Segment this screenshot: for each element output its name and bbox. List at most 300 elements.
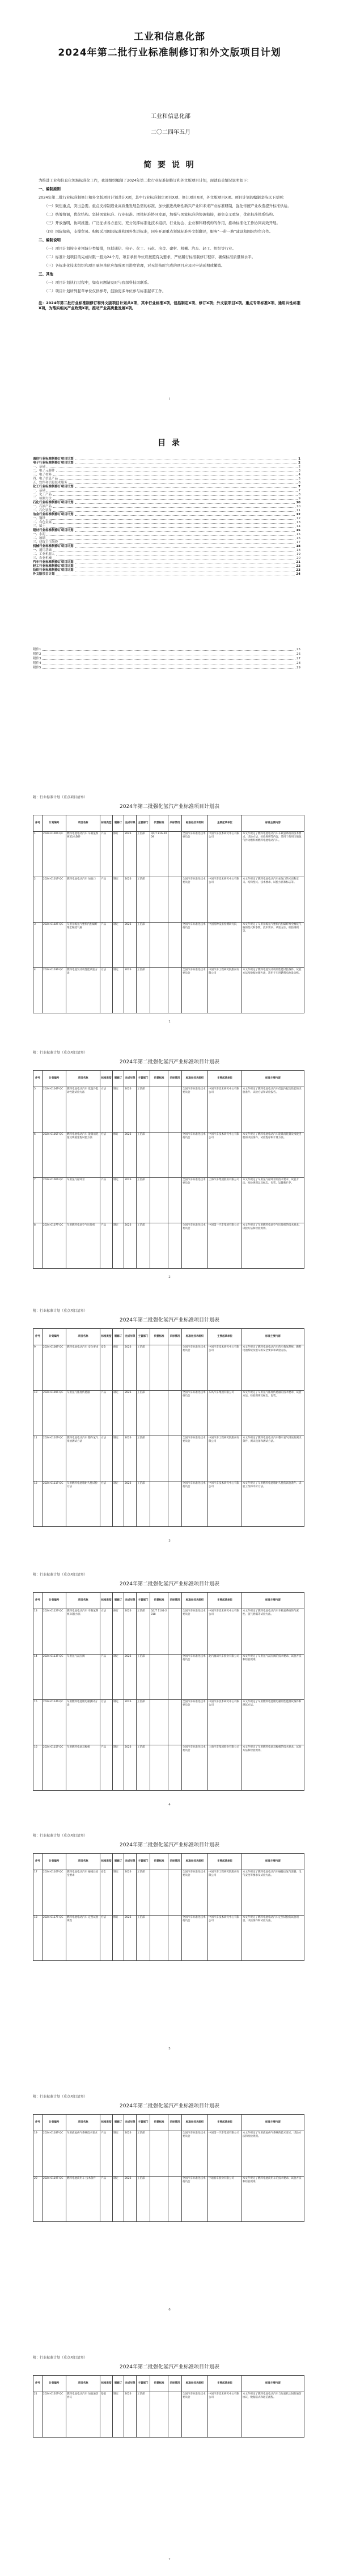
table-cell: 车用燃料电池空气压缩机 [66, 1223, 100, 1269]
table-cell: 2024-0100T-QC [43, 832, 66, 877]
table-cell [168, 923, 182, 968]
table-cell: QC/T 816-2009 [150, 832, 168, 877]
table-cell: 工信部 [137, 2392, 150, 2438]
table-cell: 工信部 [137, 968, 150, 1013]
table-cell: 全国汽车标准化技术委员会 [182, 1916, 208, 1961]
table-header-cell: 主管部门 [137, 2376, 150, 2392]
table-cell: 制定 [113, 1745, 124, 1791]
cover-ministry: 工业和信息化部 [134, 31, 205, 43]
table-header-cell: 序号 [33, 1854, 43, 1870]
table-header-cell: 代替标准 [150, 1854, 168, 1870]
table-cell: 2024-0105T-QC [43, 1133, 66, 1178]
table-header-cell: 采标情况 [168, 1329, 182, 1345]
toc-entry-label: 三、农业机械 [33, 557, 52, 560]
table-cell: 本文件规定了燃料电池电动汽车加氢口的术语和定义、结构型式、技术要求、试验方法和标志等。 [242, 877, 304, 923]
table-cell: 10 [33, 1391, 43, 1436]
table-header-cell: 序号 [33, 2115, 43, 2131]
toc-entry-label: 石化行业标准制修订项目计划 [33, 501, 74, 504]
table-header-cell: 采标情况 [168, 1593, 182, 1609]
table-cell: 2026 [124, 1870, 137, 1916]
table-page-number: 7 [168, 2558, 171, 2561]
table-header-cell: 制修订 [113, 1071, 124, 1087]
table-header-cell: 计划编号 [43, 1854, 66, 1870]
table-cell [150, 1745, 168, 1791]
toc-extra-entry[interactable] [33, 657, 300, 661]
toc-entry-page: 21 [296, 561, 300, 564]
table-cell: 制定 [113, 877, 124, 923]
intro-note: 注：2024年第二批行业标准制修订和外文版项目计划共X项，其中行业标准X项，包括制定X项、修订X项；外文版项目X项。重点专项标准X项、通用共性标准X项，为落实相关产业政策X项，推动产业高质量发展X项。 [39, 301, 300, 310]
toc-entry-label: 机械行业标准制修订项目计划 [33, 545, 74, 548]
table-cell: 2024-0108T-QC [43, 1345, 66, 1391]
toc-leader-dots [46, 533, 295, 536]
toc-entry[interactable] [33, 569, 300, 573]
table-cell: 全国汽车标准化技术委员会 [182, 1870, 208, 1916]
table-header-cell: 主管部门 [137, 815, 150, 832]
table-header-cell: 制修订 [113, 2376, 124, 2392]
table-header-cell: 标准化技术组织 [182, 2376, 208, 2392]
table-cell: 2024-0107T-QC [43, 1223, 66, 1269]
toc-entry[interactable] [33, 485, 300, 489]
table-cell: 2026 [124, 832, 137, 877]
toc-leader-dots [53, 521, 295, 524]
toc-entry-label: 一、钢铁 [33, 517, 46, 520]
table-cell: 2026 [124, 923, 137, 968]
table-cell: 2024-0102T-QC [43, 923, 66, 968]
toc-entry[interactable] [33, 461, 300, 465]
toc-leader-dots [75, 561, 295, 563]
table-cell: 本文件规定了车用燃料电池空气压缩机的技术要求、试验方法和检验规则。 [242, 1223, 304, 1269]
table-cell: 全国汽车标准化技术委员会 [182, 1345, 208, 1391]
table-cell [168, 1481, 182, 1527]
toc-leader-dots [69, 481, 298, 484]
plan-table-page [0, 1050, 339, 1288]
toc-extra-entry[interactable] [33, 653, 300, 656]
intro-paragraph: 一、编制原则 [39, 187, 61, 191]
table-header-cell: 项目名称 [66, 1854, 100, 1870]
table-cell: 2026 [124, 1655, 137, 1700]
table-header-cell: 完成年限 [124, 1854, 137, 1870]
plan-table [33, 1070, 304, 1269]
table-cell: 21 [33, 2392, 43, 2438]
table-cell: 全国汽车标准化技术委员会 [182, 1655, 208, 1700]
toc-entry-page: 2 [298, 465, 300, 469]
table-header-cell: 制修订 [113, 1329, 124, 1345]
table-header-cell: 计划编号 [43, 1071, 66, 1087]
table-section-label: 附：行业标准计划（重点项目清单） [33, 1309, 88, 1313]
table-cell: 2024-0118T-QC [43, 2131, 66, 2177]
plan-table-page [0, 794, 339, 1033]
toc-entry[interactable] [33, 517, 300, 521]
toc-entry[interactable] [33, 561, 300, 565]
table-header-cell: 项目名称 [66, 815, 100, 832]
intro-paragraph: （一）项目计划按专业领域分类编排，包括通信、电子、化工、石化、冶金、建材、机械、汽车、轻工、纺织等行业。 [44, 246, 236, 251]
table-header-row [33, 815, 304, 832]
table-cell [150, 1133, 168, 1178]
table-cell: 修订 [113, 1609, 124, 1655]
toc-extra-label: 附件1 [33, 648, 41, 651]
toc-extra-entry[interactable] [33, 666, 300, 670]
toc-entry-page: 15 [296, 529, 300, 532]
table-header-row [33, 1854, 304, 1870]
table-cell: 燃料电池商用车 技术条件 [66, 2177, 100, 2222]
table-cell: 全国汽车标准化技术委员会 [182, 1745, 208, 1791]
toc-entry[interactable] [33, 473, 300, 477]
table-row [33, 1223, 304, 1269]
table-header-cell: 标准主要内容 [242, 1329, 304, 1345]
cover-date: 二〇二四年五月 [151, 129, 190, 136]
toc-entry-page: 2 [298, 461, 300, 465]
table-cell: 13 [33, 1609, 43, 1655]
toc-entry-page: 3 [298, 469, 300, 473]
table-header-cell: 代替标准 [150, 1329, 168, 1345]
table-header-cell: 代替标准 [150, 2115, 168, 2131]
table-header-cell: 制修订 [113, 1593, 124, 1609]
toc-leader-dots [75, 565, 295, 567]
table-cell: 制定 [113, 968, 124, 1013]
toc-entry[interactable] [33, 497, 300, 501]
table-cell: 2024-0113T-QC [43, 1655, 66, 1700]
toc-entry[interactable] [33, 477, 300, 481]
table-header-cell: 标准主要内容 [242, 815, 304, 832]
table-cell: 1 [33, 832, 43, 877]
table-cell: 工信部 [137, 1178, 150, 1223]
toc-entry[interactable] [33, 521, 300, 525]
table-header-cell: 代替标准 [150, 1071, 168, 1087]
toc-leader-dots [75, 545, 295, 548]
table-row [33, 1436, 304, 1481]
toc-entry-label: 二、玻璃 [33, 537, 46, 540]
toc-entry[interactable] [33, 525, 300, 529]
table-cell: 2024-0112T-QC [43, 1609, 66, 1655]
toc-extra-label: 附件5 [33, 666, 41, 670]
toc-entry-page: 11 [296, 509, 300, 512]
toc-entry[interactable] [33, 553, 300, 557]
toc-entry[interactable] [33, 529, 300, 533]
toc-leader-dots [56, 553, 295, 555]
toc-entry-page: 17 [296, 541, 300, 544]
toc-entry[interactable] [33, 489, 300, 493]
table-cell: 全国汽车标准化技术委员会 [182, 2177, 208, 2222]
table-header-cell: 计划编号 [43, 1329, 66, 1345]
table-cell: 车用燃料电池堆耐久性试验方法 [66, 1481, 100, 1527]
table-cell: 北汽福田汽车股份有限公司 [208, 1655, 242, 1700]
table-cell: 2024-0116T-QC [43, 1870, 66, 1916]
table-cell: 中国第一汽车集团有限公司 [208, 1223, 242, 1269]
table-cell: 6 [33, 1133, 43, 1178]
plan-table-page [0, 2355, 339, 2570]
table-cell: 修订 [113, 1133, 124, 1178]
toc-entry[interactable] [33, 509, 300, 513]
toc-entry-label: 三、稀土 [33, 525, 46, 528]
table-cell: 产品 [100, 923, 113, 968]
toc-entry-label: 通信行业标准制修订项目计划 [33, 457, 74, 461]
table-cell: 2024-0117T-QC [43, 1916, 66, 1961]
table-cell: 制定 [113, 923, 124, 968]
table-cell: 18 [33, 1916, 43, 1961]
intro-paragraph: （一）项目计划执行过程中，如有问题请及时与我部科技司联系。 [44, 280, 151, 285]
plan-table [33, 815, 304, 1013]
table-cell: 工信部 [137, 1870, 150, 1916]
toc-entry[interactable] [33, 513, 300, 517]
table-cell: 2024-0109T-QC [43, 1391, 66, 1436]
toc-entry-page: 6 [298, 481, 300, 485]
table-cell: 车用氢气减压阀 [66, 1655, 100, 1700]
table-cell: 燃料电池电动汽车 车载氢系统 试验方法 [66, 1609, 100, 1655]
table-cell: 方法 [100, 1609, 113, 1655]
intro-section [0, 159, 339, 409]
table-header-cell: 标准主要内容 [242, 2376, 304, 2392]
table-cell: 4 [33, 968, 43, 1013]
table-header-cell: 标准化技术组织 [182, 1071, 208, 1087]
table-cell [150, 1870, 168, 1916]
table-header-cell: 标准化技术组织 [182, 1854, 208, 1870]
toc-entry[interactable] [33, 469, 300, 473]
toc-entry-label: 二、石化装备 [33, 509, 52, 512]
toc-entry[interactable] [33, 481, 300, 485]
table-cell: 2024-0104T-QC [43, 1087, 66, 1133]
toc-entry-label: 外文版项目计划 [33, 573, 55, 576]
table-cell: 工信部 [137, 1745, 150, 1791]
table-cell: 8 [33, 1223, 43, 1269]
table-cell: 车用燃料电池双极板 [66, 1745, 100, 1791]
toc-entry[interactable] [33, 573, 300, 576]
table-cell: 制定 [113, 1223, 124, 1269]
table-row [33, 968, 304, 1013]
intro-paragraph: （四）国际接轨，支撑贸易。积极采用国际标准和国外先进标准，同步开展重点领域标准外文版翻译，服务“一带一路”建设和国际经贸合作。 [44, 229, 273, 234]
toc-leader-dots [53, 557, 295, 559]
table-cell: 全国汽车标准化技术委员会 [182, 832, 208, 877]
table-header-cell: 序号 [33, 2376, 43, 2392]
table-cell: 产品 [100, 832, 113, 877]
toc-entry[interactable] [33, 501, 300, 505]
toc-leader-dots [53, 509, 295, 512]
toc-entry[interactable] [33, 533, 300, 537]
toc-entry[interactable] [33, 549, 300, 553]
table-cell: 9 [33, 1345, 43, 1391]
table-cell: 工信部 [137, 1436, 150, 1481]
toc-leader-dots [53, 493, 297, 496]
table-cell [168, 1391, 182, 1436]
table-cell [150, 2177, 168, 2222]
table-section-label: 附：行业标准计划（重点项目清单） [33, 1051, 88, 1055]
table-cell: 本文件规定了车用燃料电池双极板的技术要求、试验方法和检验规则。 [242, 1745, 304, 1791]
table-cell: 工信部 [137, 1391, 150, 1436]
table-row [33, 877, 304, 923]
table-cell: 中国汽车技术研究中心有限公司 [208, 1609, 242, 1655]
table-cell: 中国汽车技术研究中心有限公司 [208, 1345, 242, 1391]
toc-entry-label: 化工行业标准制修订项目计划 [33, 485, 74, 489]
table-cell: 2026 [124, 1436, 137, 1481]
table-cell [150, 1436, 168, 1481]
toc-entry[interactable] [33, 565, 300, 569]
intro-paragraph: （一）聚焦重点，突出急需。重点支持制造业高质量发展急需的标准，加快推进战略性新兴产业和未来产业标准研制，强化传统产业改造提升标准供给。 [44, 204, 291, 208]
table-cell: 燃料电池发动机性能试验方法 [66, 968, 100, 1013]
toc-leader-dots [43, 666, 296, 669]
intro-paragraph: （二）项目计划所列起草单位仅供参考，鼓励更多单位参与标准起草工作。 [44, 289, 166, 293]
table-header-cell: 标准类型 [100, 1854, 113, 1870]
table-page-number: 6 [168, 2308, 171, 2312]
table-cell: 本文件规定了车用压缩氢气塑料内胆碳纤维全缠绕气瓶的型式和参数、技术要求、试验方法、检验规则等。 [242, 923, 304, 968]
table-row [33, 1345, 304, 1391]
toc-entry[interactable] [33, 541, 300, 545]
toc-extra-label: 附件2 [33, 653, 41, 656]
table-cell: 本文件规定了燃料电池电动汽车定型试验的试验项目、试验条件和试验方法。 [242, 1916, 304, 1961]
table-title: 2024年第二批强化氢汽产业标准项目计划表 [120, 2364, 219, 2370]
table-cell [168, 2177, 182, 2222]
table-cell: 工信部 [137, 877, 150, 923]
table-cell: 产品 [100, 1745, 113, 1791]
table-cell: 工信部 [137, 1345, 150, 1391]
toc-entry[interactable] [33, 545, 300, 549]
table-cell: 全国汽车标准化技术委员会 [182, 923, 208, 968]
table-cell: 产品 [100, 1391, 113, 1436]
table-cell: 本文件规定了车用燃料电池膜电极的性能测试条件和测试方法。 [242, 1700, 304, 1745]
table-cell: 中国汽车工程研究院股份有限公司 [208, 1870, 242, 1916]
toc-entry-label: 轻工行业标准制修订项目计划 [33, 565, 74, 568]
table-cell [150, 1223, 168, 1269]
table-cell: 20 [33, 2177, 43, 2222]
table-cell: 工信部 [137, 1133, 150, 1178]
table-cell [168, 2131, 182, 2177]
table-cell: 全国汽车标准化技术委员会 [182, 1178, 208, 1223]
table-header-cell: 计划编号 [43, 1593, 66, 1609]
plan-table [33, 1328, 304, 1527]
toc-entry[interactable] [33, 457, 300, 461]
table-header-cell: 主要起草单位 [208, 1854, 242, 1870]
table-cell: 上海汽车集团股份有限公司 [208, 1745, 242, 1791]
table-cell: 全国汽车标准化技术委员会 [182, 2392, 208, 2438]
intro-page-number: I [169, 397, 170, 401]
table-cell: 燃料电池电动汽车 低温冷起动性能试验方法 [66, 1087, 100, 1133]
toc-extra-page: 27 [296, 657, 300, 660]
toc-leader-dots [46, 525, 295, 528]
table-header-cell: 完成年限 [124, 2376, 137, 2392]
table-header-cell: 制修订 [113, 2115, 124, 2131]
table-section-label: 附：行业标准计划（重点项目清单） [33, 2095, 88, 2099]
table-cell: 中国汽车技术研究中心有限公司 [208, 1916, 242, 1961]
toc-entry-page: 18 [296, 545, 300, 548]
table-cell [150, 1345, 168, 1391]
toc-entry-page: 5 [298, 477, 300, 481]
intro-paragraph: （三）开放透明，协同推进。广泛征求各方意见，充分发挥标准化技术组织、行业协会、企业和科研机构的作用，推动标准化工作协同高效开展。 [44, 221, 280, 225]
toc-entry-label: 二、工业机器人 [33, 553, 55, 556]
toc-leader-dots [46, 465, 297, 468]
table-header-cell: 主要起草单位 [208, 2115, 242, 2131]
table-cell: 2026 [124, 1916, 137, 1961]
table-row [33, 1481, 304, 1527]
table-cell: 17 [33, 1870, 43, 1916]
toc-extra-entry[interactable] [33, 662, 300, 666]
toc-entry-label: 二、化工产品 [33, 493, 52, 496]
table-cell: 本文件规定了燃料电池电动汽车能量消耗量及续驶里程的试验条件、试验程序和计算方法。 [242, 1133, 304, 1178]
table-cell: 中国汽车技术研究中心有限公司 [208, 1087, 242, 1133]
table-row [33, 1745, 304, 1791]
table-cell: 2026 [124, 2131, 137, 2177]
toc-leader-dots [43, 657, 296, 660]
toc-entry-label: 汽车行业标准制修订项目计划 [33, 561, 74, 564]
table-cell: 2024-0103T-QC [43, 968, 66, 1013]
toc-entry-label: 一、石油产品 [33, 505, 52, 508]
table-cell [168, 2392, 182, 2438]
table-cell: 工信部 [137, 2131, 150, 2177]
table-cell: 全国汽车标准化技术委员会 [182, 1481, 208, 1527]
plan-table-page [0, 2094, 339, 2321]
table-cell: 本文件规定了车用燃料电池堆耐久性的试验条件、试验工况和评价方法。 [242, 1481, 304, 1527]
table-header-cell: 主管部门 [137, 1854, 150, 1870]
table-header-cell: 项目名称 [66, 1071, 100, 1087]
table-cell [168, 968, 182, 1013]
table-title: 2024年第二批强化氢汽产业标准项目计划表 [120, 2103, 219, 2109]
table-cell: 制定 [113, 1087, 124, 1133]
toc-entry[interactable] [33, 557, 300, 561]
table-cell: 中国汽车技术研究中心有限公司 [208, 1481, 242, 1527]
toc-entry-page: 22 [296, 565, 300, 568]
table-cell: 工信部 [137, 1087, 150, 1133]
table-cell: 制定 [113, 1391, 124, 1436]
toc-entry[interactable] [33, 505, 300, 509]
toc-leader-dots [46, 517, 295, 520]
toc-extra-entry[interactable] [33, 648, 300, 652]
table-row [33, 923, 304, 968]
toc-extra-page: 29 [296, 666, 300, 670]
table-cell: 燃料电池电动汽车 加氢口 [66, 877, 100, 923]
table-cell: 修订 [113, 1916, 124, 1961]
table-cell: 2024-0119T-QC [43, 2177, 66, 2222]
table-cell: 制定 [113, 1870, 124, 1916]
table-cell: 全国汽车标准化技术委员会 [182, 2131, 208, 2177]
toc-entry[interactable] [33, 493, 300, 497]
plan-table [33, 1853, 304, 1961]
toc-leader-dots [75, 501, 295, 504]
toc-entry-page: 16 [296, 537, 300, 540]
table-page-number: 4 [168, 1803, 171, 1807]
intro-paragraph: （三）各标准化技术组织和项目承担单位应加强项目进度管理，对无法按时完成的项目应及时申请延期或撤销。 [44, 263, 225, 268]
table-header-cell: 主管部门 [137, 1329, 150, 1345]
table-cell: 2026 [124, 877, 137, 923]
table-cell [168, 1700, 182, 1745]
toc-entry-label: 一、基础 [33, 489, 46, 493]
table-cell: 方法 [100, 1481, 113, 1527]
toc-leader-dots [75, 513, 295, 516]
toc-extra-label: 附件3 [33, 657, 41, 660]
intro-heading: 简 要 说 明 [143, 161, 196, 170]
toc-leader-dots [56, 573, 295, 575]
table-header-cell: 采标情况 [168, 815, 182, 832]
table-row [33, 1870, 304, 1916]
table-cell: 工信部 [137, 1655, 150, 1700]
toc-leader-dots [75, 457, 298, 460]
table-cell: 制定 [113, 1700, 124, 1745]
table-cell: 工信部 [137, 2177, 150, 2222]
table-header-cell: 计划编号 [43, 815, 66, 832]
table-cell: 2026 [124, 1391, 137, 1436]
table-cell [168, 1133, 182, 1178]
table-cell: 方法 [100, 1700, 113, 1745]
toc-leader-dots [46, 489, 297, 492]
table-cell: 本文件规定了燃料电池电动汽车碰撞后氢气泄漏、电气安全等要求及试验方法。 [242, 1870, 304, 1916]
table-header-cell: 序号 [33, 815, 43, 832]
toc-entry[interactable] [33, 537, 300, 541]
toc-entry-label: 二、有色金属 [33, 521, 52, 524]
table-cell [150, 877, 168, 923]
toc-leader-dots [43, 653, 296, 655]
table-cell: 2026 [124, 2392, 137, 2438]
table-header-cell: 主管部门 [137, 2115, 150, 2131]
table-cell: 制定 [113, 2177, 124, 2222]
toc-entry[interactable] [33, 465, 300, 469]
table-cell: 本文件规定了燃料电池电动汽车的车载氢系统、燃料电池系统及整车的安全要求和试验方法。 [242, 1345, 304, 1391]
toc-entry-label: 一、水泥 [33, 533, 46, 536]
